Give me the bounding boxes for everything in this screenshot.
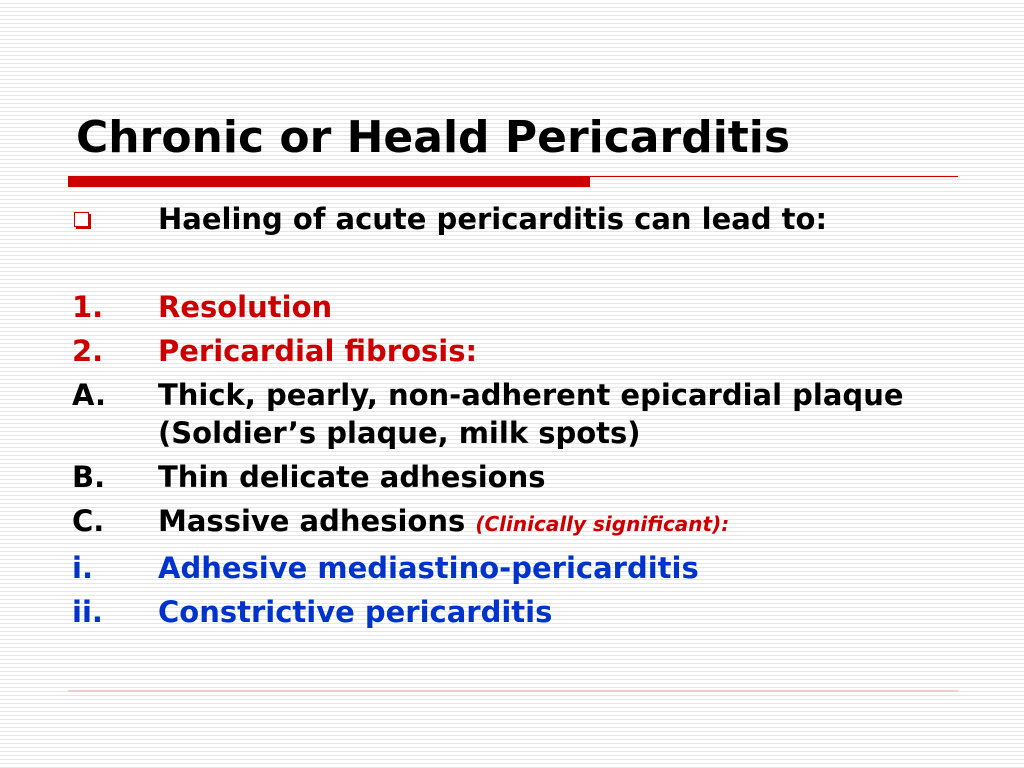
significant-item-mediastino <box>72 549 972 587</box>
list-item-text: Thin delicate adhesions <box>158 460 546 494</box>
list-item-text: Massive adhesions <box>158 504 466 538</box>
list-item-text: Constrictive pericarditis <box>158 595 553 629</box>
intro-bullet <box>72 200 972 238</box>
fibrosis-item-plaque <box>72 376 972 452</box>
list-marker: i. <box>72 551 93 585</box>
square-bullet-icon <box>74 212 89 227</box>
footer-rule <box>68 690 958 692</box>
list-marker: A. <box>72 378 106 412</box>
list-item-text: Pericardial fibrosis: <box>158 334 478 368</box>
list-item-text: Adhesive mediastino-pericarditis <box>158 551 699 585</box>
title-underline-thick <box>68 176 590 187</box>
slide-content <box>72 200 972 637</box>
outcome-item-fibrosis <box>72 332 972 370</box>
list-marker: ii. <box>72 595 103 629</box>
clinical-note: (Clinically significant): <box>475 512 730 536</box>
list-marker: 1. <box>72 290 104 324</box>
title-underline-thin <box>590 176 958 177</box>
list-marker: C. <box>72 504 105 538</box>
list-item-text: Resolution <box>158 290 333 324</box>
significant-item-constrictive <box>72 593 972 631</box>
slide-title: Chronic or Heald Pericarditis <box>76 112 791 163</box>
list-marker: 2. <box>72 334 104 368</box>
fibrosis-item-massive-adhesions <box>72 502 972 543</box>
list-item-text: Thick, pearly, non-adherent epicardial plaque (Soldier’s plaque, milk spots) <box>158 378 904 450</box>
list-marker: B. <box>72 460 106 494</box>
outcome-item-resolution <box>72 288 972 326</box>
intro-text: Haeling of acute pericarditis can lead to: <box>158 202 828 236</box>
fibrosis-item-thin-adhesions <box>72 458 972 496</box>
